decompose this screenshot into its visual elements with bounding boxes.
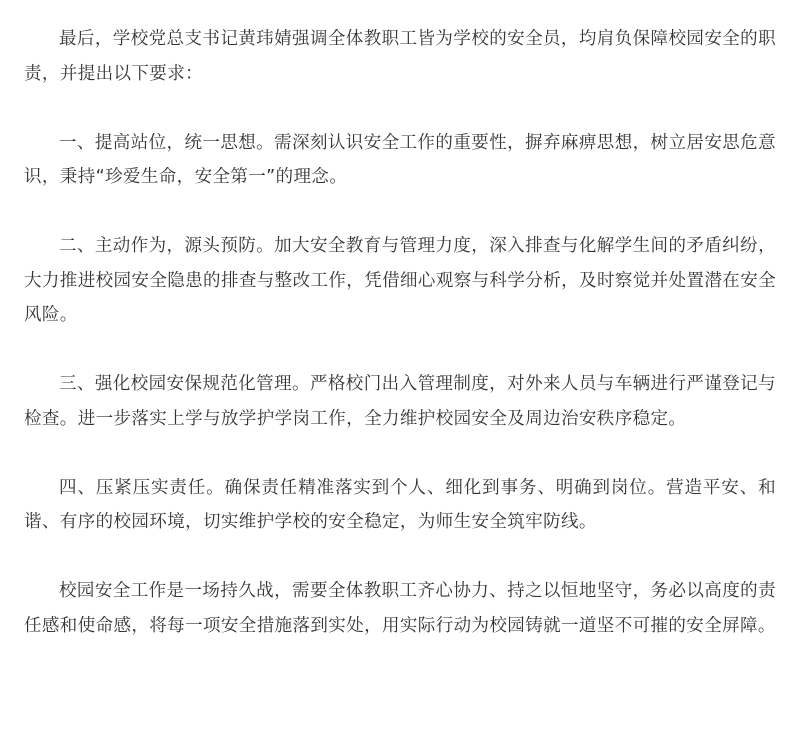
paragraph-conclusion: 校园安全工作是一场持久战，需要全体教职工齐心协力、持之以恒地坚守，务必以高度的责任感和使命感，将每一项安全措施落到实处，用实际行动为校园铸就一道坚不可摧的安全屏障。 [24, 581, 776, 636]
article-body [24, 22, 776, 643]
paragraph-requirement-2: 二、主动作为，源头预防。加大安全教育与管理力度，深入排查与化解学生间的矛盾纠纷，大力推进校园安全隐患的排查与整改工作，凭借细心观察与科学分析，及时察觉并处置潜在安全风险。 [24, 236, 776, 325]
paragraph-requirement-3: 三、强化校园安保规范化管理。严格校门出入管理制度，对外来人员与车辆进行严谨登记与检查。进一步落实上学与放学护学岗工作，全力维护校园安全及周边治安秩序稳定。 [24, 374, 776, 429]
paragraph-requirement-1: 一、提高站位，统一思想。需深刻认识安全工作的重要性，摒弃麻痹思想，树立居安思危意识，秉持“珍爱生命，安全第一”的理念。 [24, 132, 776, 187]
paragraph-requirement-4: 四、压紧压实责任。确保责任精准落实到个人、细化到事务、明确到岗位。营造平安、和谐、有序的校园环境，切实维护学校的安全稳定，为师生安全筑牢防线。 [24, 477, 776, 532]
paragraph-closing-remarks: 最后，学校党总支书记黄玮婧强调全体教职工皆为学校的安全员，均肩负保障校园安全的职责，并提出以下要求： [24, 29, 776, 84]
